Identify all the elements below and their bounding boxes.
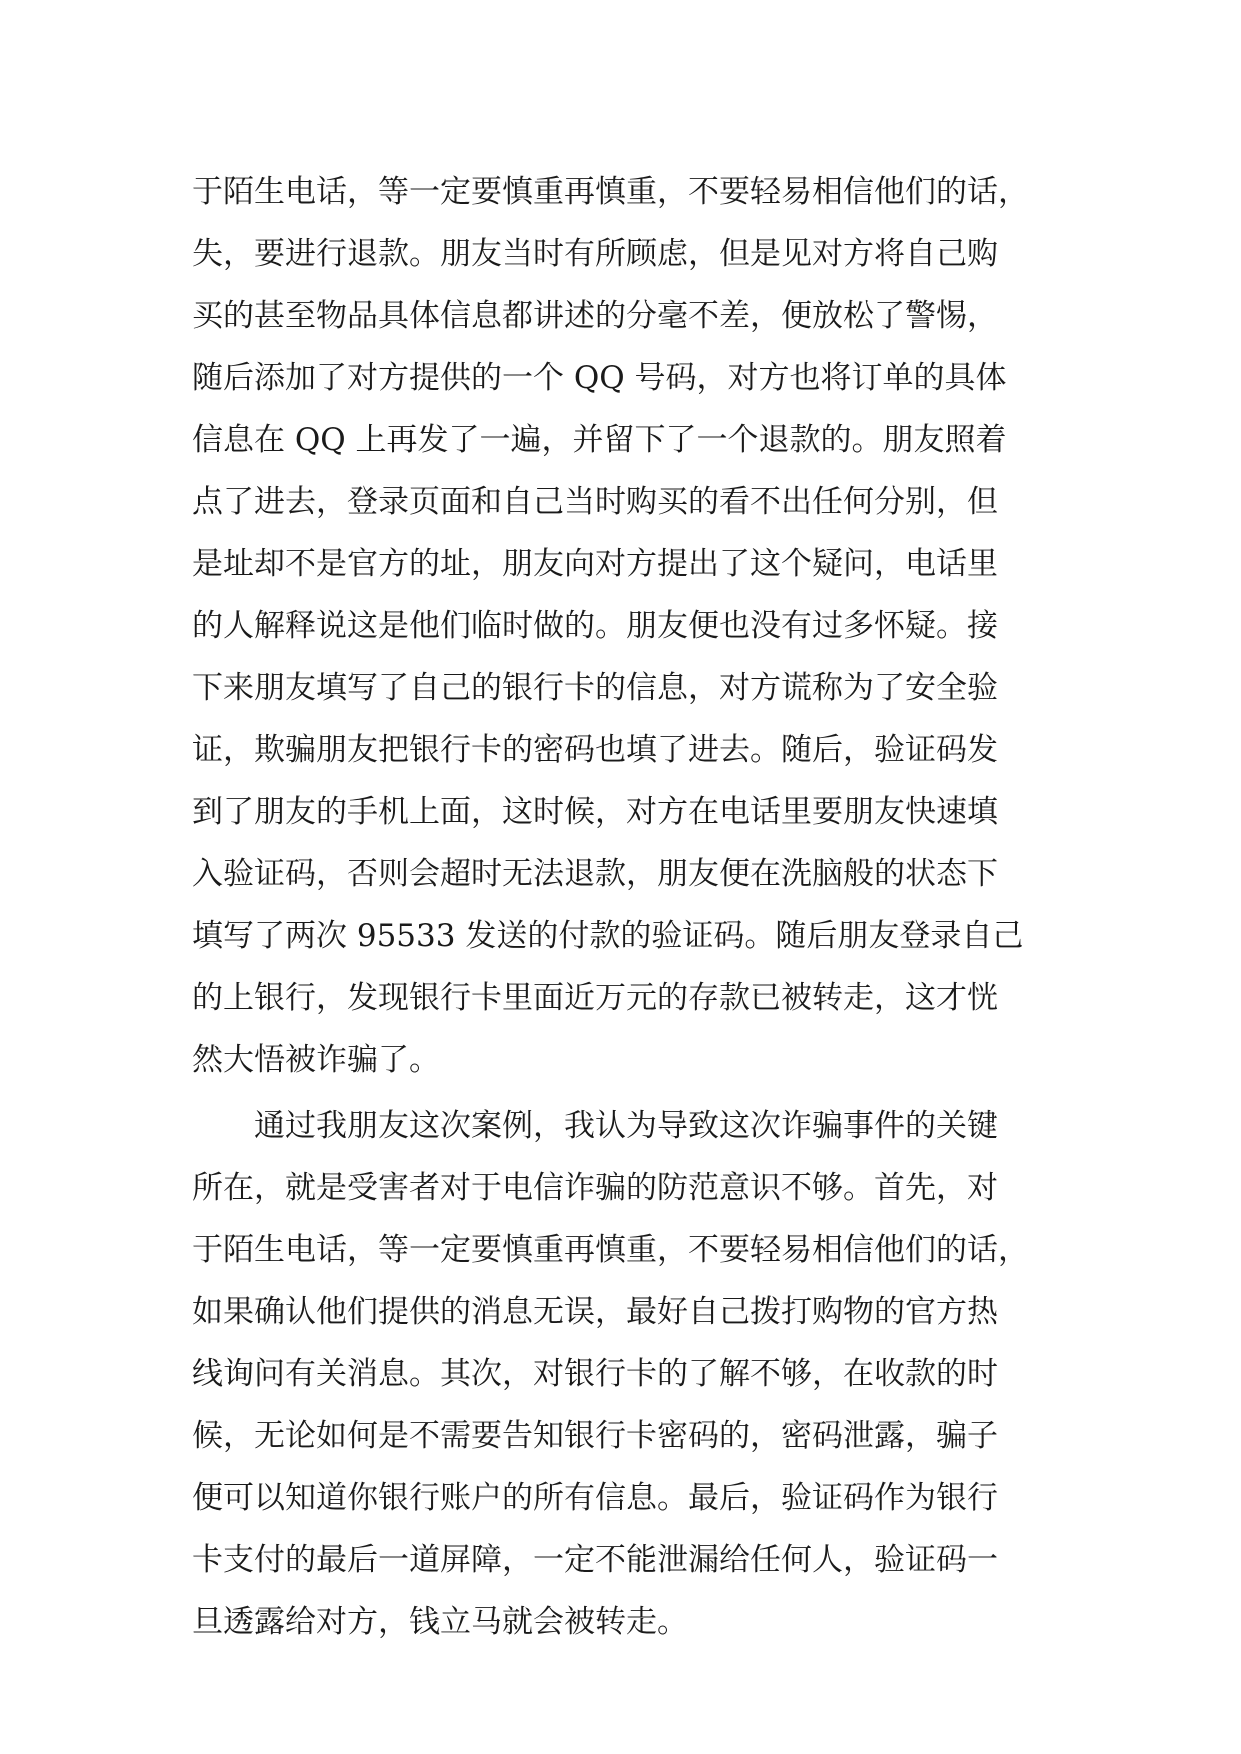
- text-line: 线询问有关消息。其次，对银行卡的了解不够，在收款的时: [192, 1356, 998, 1392]
- text-line: 信息在 QQ 上再发了一遍，并留下了一个退款的。朋友照着: [192, 422, 1007, 458]
- text-line: 证，欺骗朋友把银行卡的密码也填了进去。随后，验证码发: [192, 732, 998, 768]
- text-line: 候，无论如何是不需要告知银行卡密码的，密码泄露，骗子: [192, 1418, 998, 1454]
- text-line: 卡支付的最后一道屏障，一定不能泄漏给任何人，验证码一: [192, 1542, 998, 1578]
- text-line: 入验证码，否则会超时无法退款，朋友便在洗脑般的状态下: [192, 856, 998, 892]
- text-line: 的上银行，发现银行卡里面近万元的存款已被转走，这才恍: [192, 980, 998, 1016]
- text-line: 到了朋友的手机上面，这时候，对方在电话里要朋友快速填: [192, 794, 998, 830]
- text-line: 的人解释说这是他们临时做的。朋友便也没有过多怀疑。接: [192, 608, 998, 644]
- text-line: 于陌生电话，等一定要慎重再慎重，不要轻易相信他们的话，: [192, 1232, 1029, 1268]
- text-line: 下来朋友填写了自己的银行卡的信息，对方谎称为了安全验: [192, 670, 998, 706]
- paragraph-first-line: 通过我朋友这次案例，我认为导致这次诈骗事件的关键: [254, 1108, 998, 1144]
- text-line: 所在，就是受害者对于电信诈骗的防范意识不够。首先，对: [192, 1170, 998, 1206]
- text-line: 于陌生电话，等一定要慎重再慎重，不要轻易相信他们的话，: [192, 174, 1029, 210]
- text-line: 是址却不是官方的址，朋友向对方提出了这个疑问，电话里: [192, 546, 998, 582]
- text-line: 点了进去，登录页面和自己当时购买的看不出任何分别，但: [192, 484, 998, 520]
- text-line: 失，要进行退款。朋友当时有所顾虑，但是见对方将自己购: [192, 236, 998, 272]
- text-line: 便可以知道你银行账户的所有信息。最后，验证码作为银行: [192, 1480, 998, 1516]
- text-line: 如果确认他们提供的消息无误，最好自己拨打购物的官方热: [192, 1294, 998, 1330]
- text-line: 旦透露给对方，钱立马就会被转走。: [192, 1604, 688, 1640]
- text-line: 随后添加了对方提供的一个 QQ 号码，对方也将订单的具体: [192, 360, 1007, 396]
- text-line: 买的甚至物品具体信息都讲述的分毫不差，便放松了警惕，: [192, 298, 998, 334]
- text-line: 填写了两次 95533 发送的付款的验证码。随后朋友登录自己: [192, 918, 1024, 954]
- text-line: 然大悟被诈骗了。: [192, 1042, 440, 1078]
